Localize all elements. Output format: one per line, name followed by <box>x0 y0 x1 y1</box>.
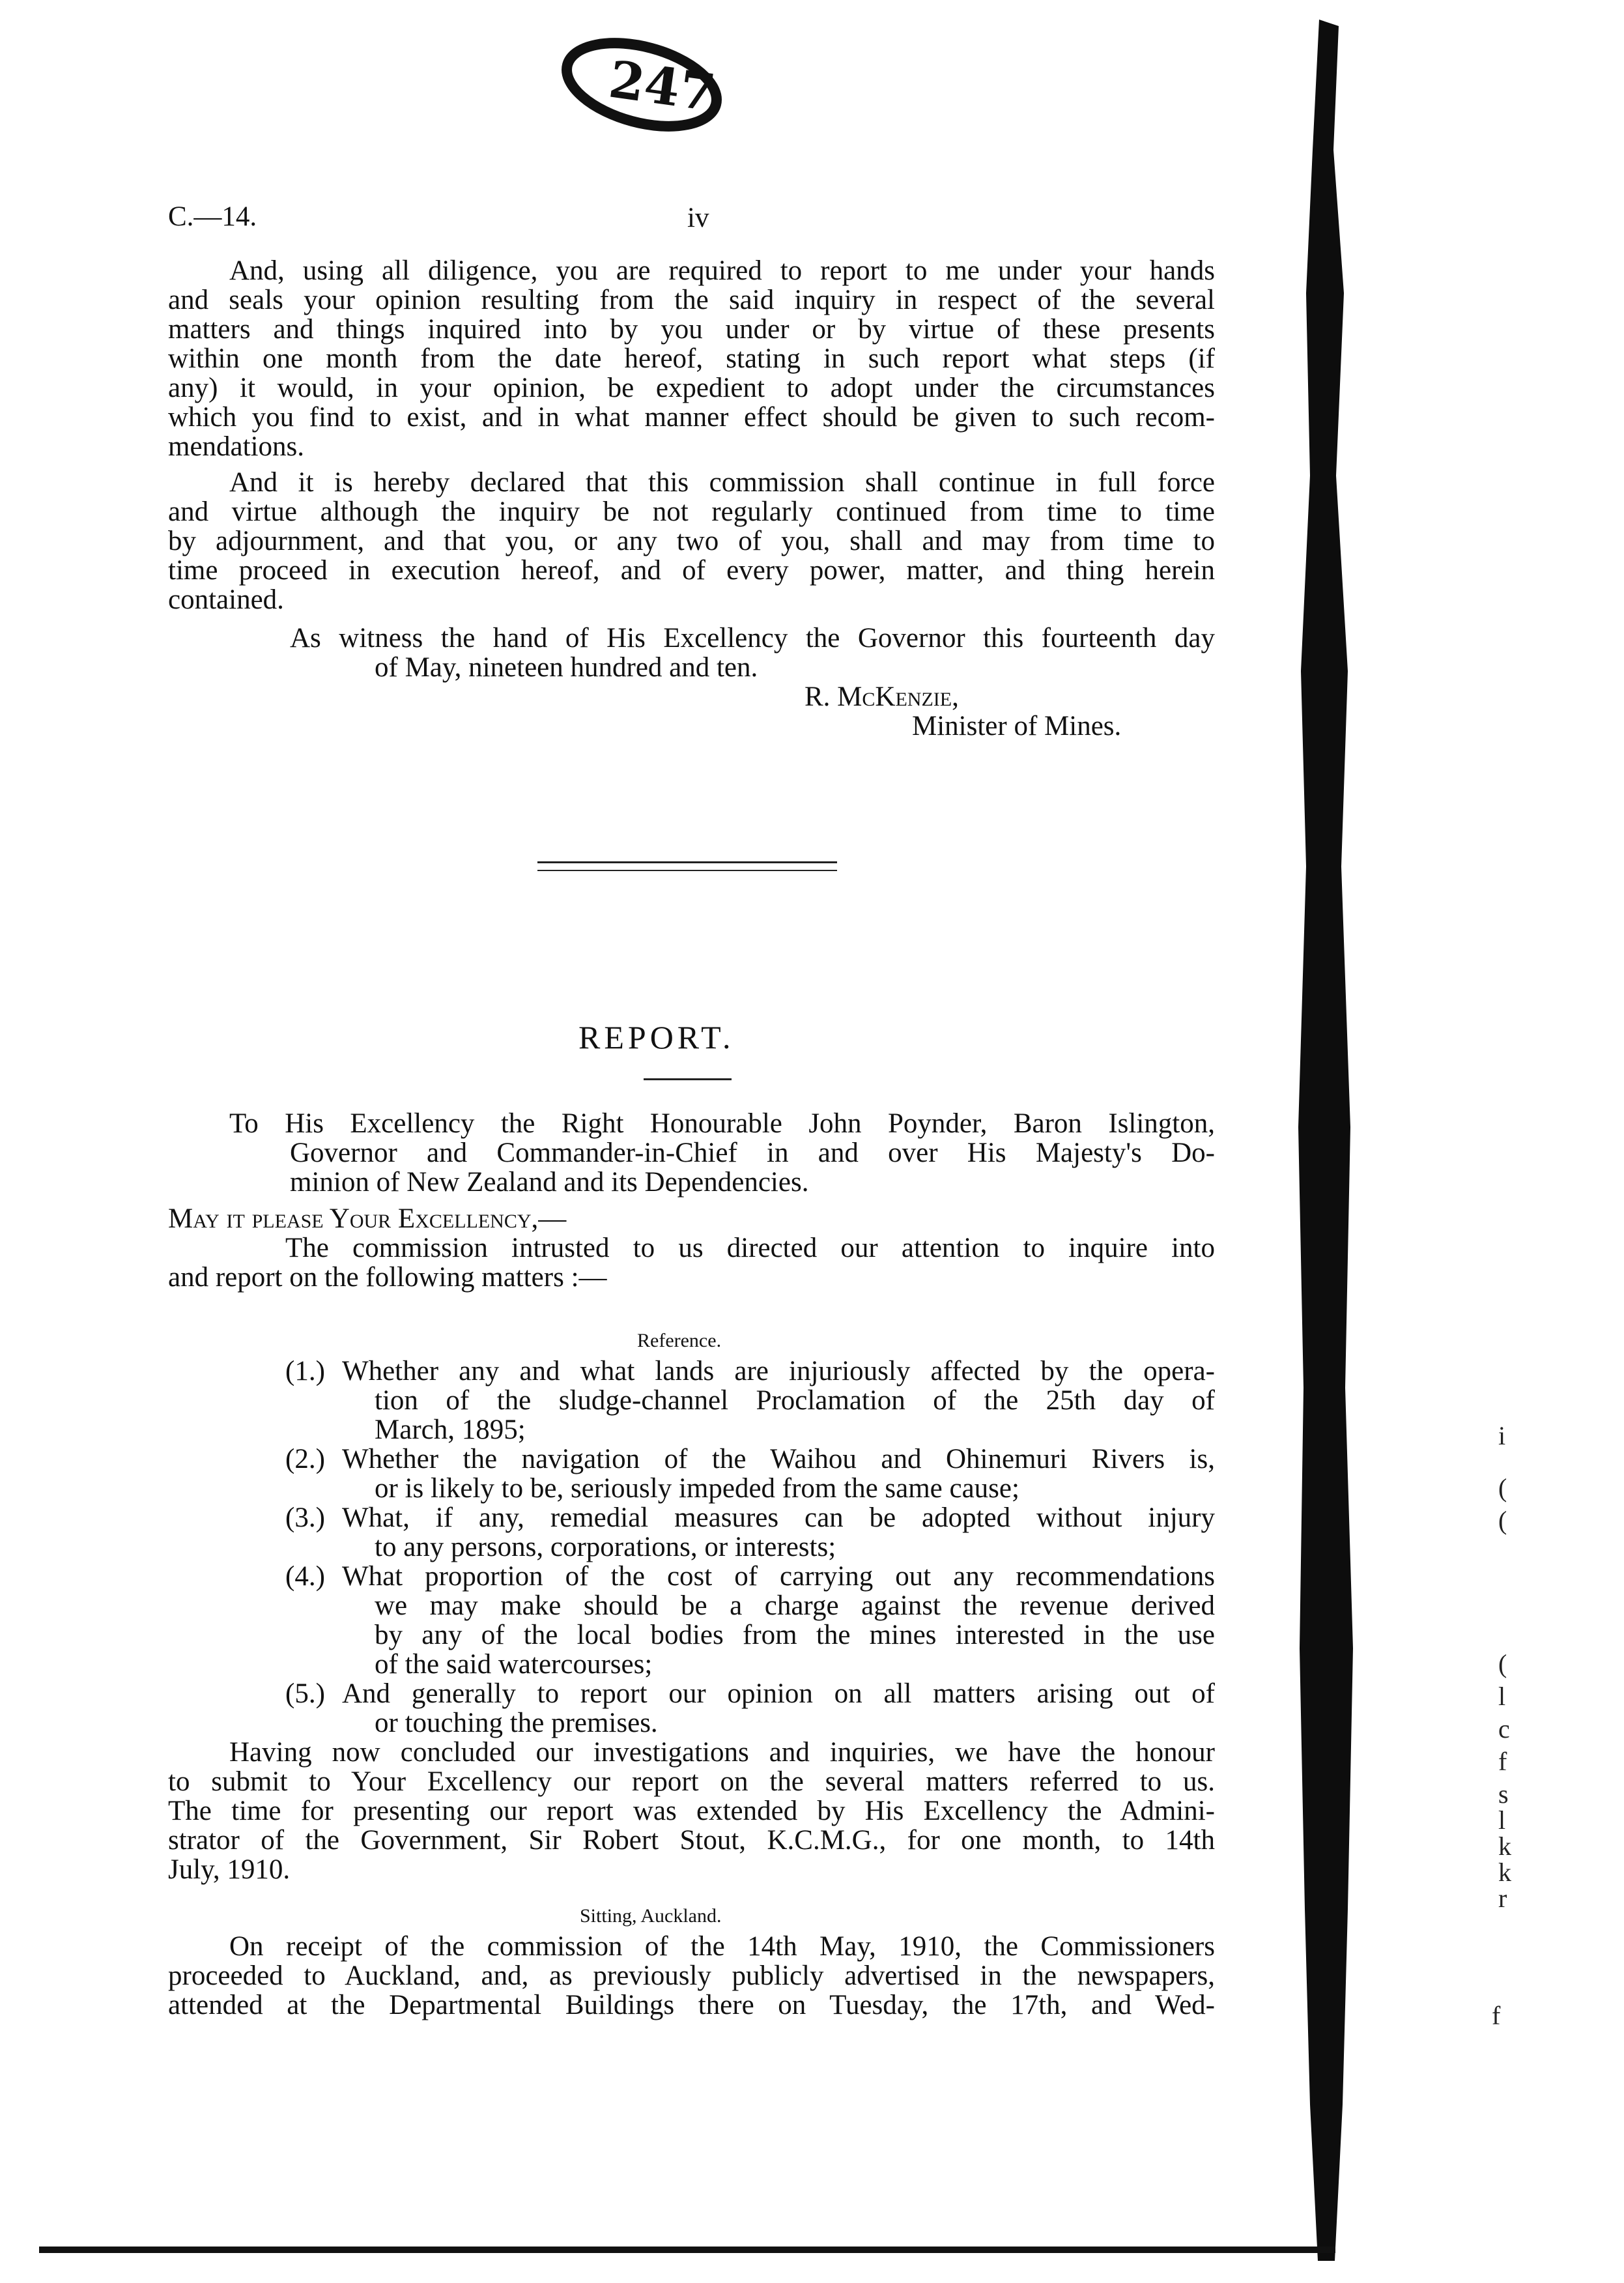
witness-line: As witness the hand of His Excellency the Governor this fourteenth day <box>290 623 1215 653</box>
sitting-heading: Sitting, Auckland. <box>580 1905 722 1927</box>
margin-fragment: k <box>1498 1831 1511 1861</box>
text-line: matters and things inquired into by you under or by virtue of these presents <box>168 314 1215 345</box>
page-number-stamp <box>550 20 733 143</box>
salutation: May it please Your Excellency,— <box>168 1203 567 1234</box>
text-line: proceeded to Auckland, and, as previously publicly advertised in the newspapers, <box>168 1960 1215 1991</box>
item-number: (1.) <box>285 1356 325 1386</box>
margin-fragment: l <box>1498 1682 1506 1711</box>
item-line: or is likely to be, seriously impeded from the same cause; <box>375 1473 1019 1504</box>
doc-reference: C.—14. <box>168 201 257 232</box>
title-rule <box>644 1078 732 1080</box>
text-line: On receipt of the commission of the 14th May, 1910, the Commissioners <box>229 1931 1215 1962</box>
text-line: which you find to exist, and in what manner effect should be given to such recom- <box>168 402 1215 433</box>
text-line: And it is hereby declared that this commission shall continue in full force <box>229 467 1215 498</box>
signature-title: Minister of Mines. <box>912 711 1122 741</box>
item-line: by any of the local bodies from the mines interested in the use <box>375 1620 1215 1650</box>
item-line: we may make should be a charge against the revenue derived <box>375 1590 1215 1621</box>
margin-fragment: f <box>1492 2001 1501 2030</box>
item-number: (5.) <box>285 1678 325 1709</box>
item-line: tion of the sludge-channel Proclamation of the 25th day of <box>375 1385 1215 1416</box>
text-line: The time for presenting our report was extended by His Excellency the Admini- <box>168 1796 1215 1826</box>
text-line: by adjournment, and that you, or any two of you, shall and may from time to <box>168 526 1215 556</box>
margin-fragment: r <box>1498 1884 1507 1913</box>
margin-fragment: f <box>1498 1747 1507 1776</box>
text-line: contained. <box>168 584 284 615</box>
margin-fragment: i <box>1498 1421 1506 1450</box>
item-number: (4.) <box>285 1561 325 1592</box>
margin-fragment: ( <box>1498 1473 1507 1502</box>
stamp-number: 247 <box>605 50 719 124</box>
intro-line: and report on the following matters :— <box>168 1262 607 1293</box>
margin-fragment: c <box>1498 1714 1510 1744</box>
item-line: of the said watercourses; <box>375 1649 653 1680</box>
item-line: Whether any and what lands are injuriously affected by the opera- <box>342 1356 1215 1386</box>
text-line: time proceed in execution hereof, and of every power, matter, and thing herein <box>168 555 1215 586</box>
report-title: REPORT. <box>578 1019 735 1055</box>
text-line: And, using all diligence, you are required to report to me under your hands <box>229 255 1215 286</box>
section-divider <box>537 861 837 871</box>
reference-heading: Reference. <box>637 1330 722 1351</box>
address-line: Governor and Commander-in-Chief in and over His Majesty's Do- <box>290 1138 1215 1168</box>
item-number: (3.) <box>285 1502 325 1533</box>
item-number: (2.) <box>285 1444 325 1474</box>
page-roman-number: iv <box>687 203 709 233</box>
page-bottom-rule <box>39 2247 1335 2253</box>
text-line: any) it would, in your opinion, be expedient to adopt under the circumstances <box>168 373 1215 403</box>
text-line: strator of the Government, Sir Robert Stout, K.C.M.G., for one month, to 14th <box>168 1825 1215 1856</box>
address-line: To His Excellency the Right Honourable John Poynder, Baron Islington, <box>229 1108 1215 1139</box>
item-line: or touching the premises. <box>375 1708 658 1738</box>
margin-fragment: s <box>1498 1779 1509 1809</box>
text-line: attended at the Departmental Buildings there on Tuesday, the 17th, and Wed- <box>168 1990 1215 2020</box>
margin-fragment: k <box>1498 1858 1511 1887</box>
margin-fragment: ( <box>1498 1649 1507 1678</box>
item-line: And generally to report our opinion on all matters arising out of <box>342 1678 1215 1709</box>
item-line: Whether the navigation of the Waihou and Ohinemuri Rivers is, <box>342 1444 1215 1474</box>
text-line: Having now concluded our investigations and inquiries, we have the honour <box>229 1737 1215 1768</box>
text-line: and seals your opinion resulting from the said inquiry in respect of the several <box>168 285 1215 315</box>
text-line: within one month from the date hereof, stating in such report what steps (if <box>168 343 1215 374</box>
address-line: minion of New Zealand and its Dependencies. <box>290 1167 809 1198</box>
text-line: mendations. <box>168 431 304 462</box>
binding-shadow <box>1293 20 1355 2261</box>
margin-fragment: ( <box>1498 1506 1507 1535</box>
margin-fragment: l <box>1498 1805 1506 1835</box>
item-line: What proportion of the cost of carrying out any recommendations <box>342 1561 1215 1592</box>
item-line: to any persons, corporations, or interests; <box>375 1532 836 1562</box>
signature-name: R. McKenzie, <box>805 682 959 712</box>
item-line: What, if any, remedial measures can be adopted without injury <box>342 1502 1215 1533</box>
text-line: and virtue although the inquiry be not regularly continued from time to time <box>168 496 1215 527</box>
text-line: to submit to Your Excellency our report on the several matters referred to us. <box>168 1766 1215 1797</box>
text-line: July, 1910. <box>168 1854 291 1885</box>
item-line: March, 1895; <box>375 1414 526 1445</box>
intro-line: The commission intrusted to us directed our attention to inquire into <box>285 1233 1215 1263</box>
witness-line: of May, nineteen hundred and ten. <box>375 652 758 683</box>
